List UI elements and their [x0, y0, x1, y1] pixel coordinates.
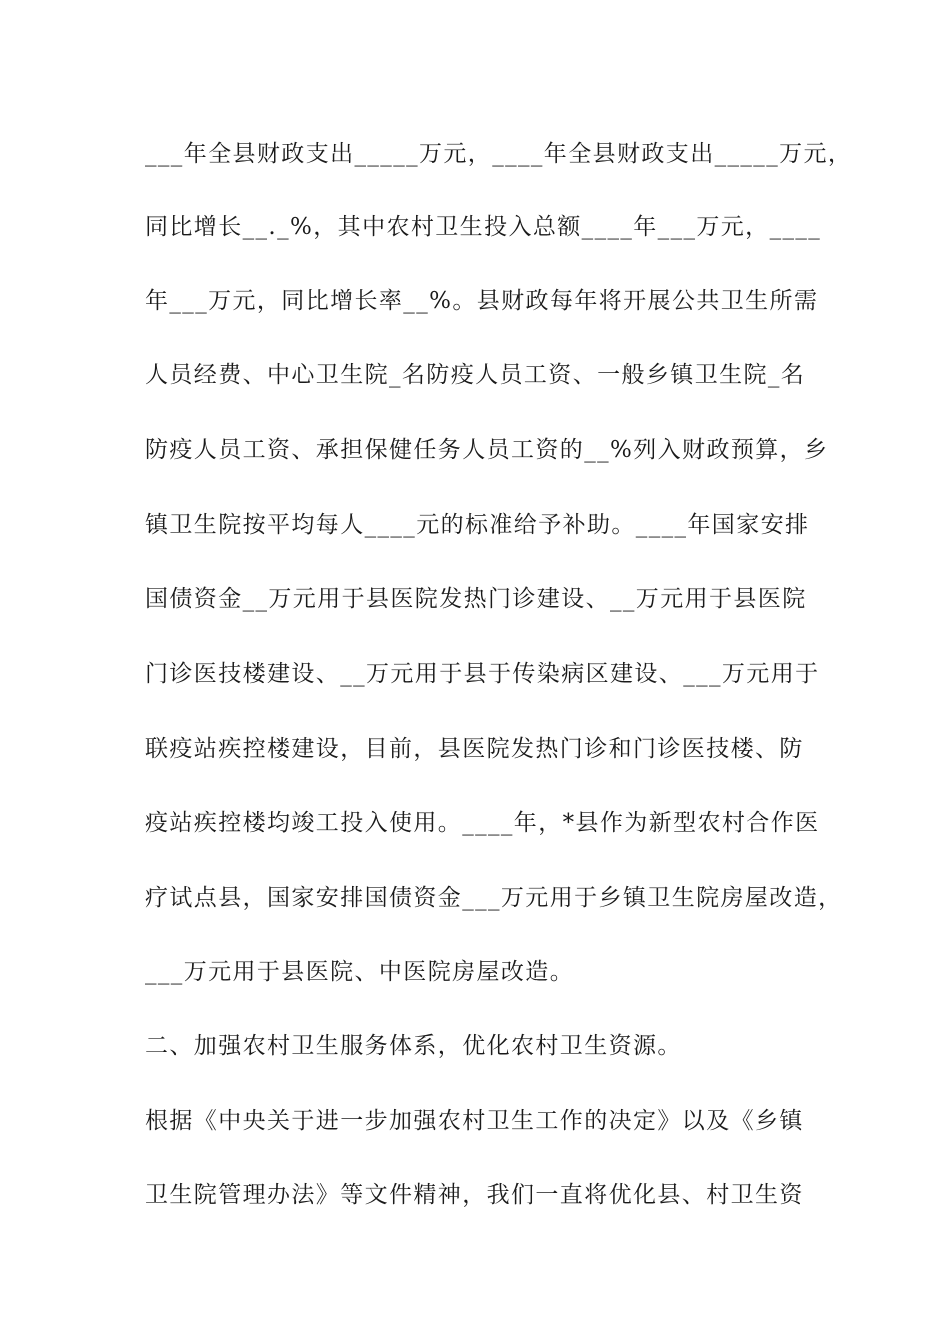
paragraph-line: 根据《中央关于进一步加强农村卫生工作的决定》以及《乡镇 — [145, 1108, 804, 1134]
paragraph-line: 年___万元，同比增长率__%。县财政每年将开展公共卫生所需 — [145, 288, 819, 314]
paragraph-line: 镇卫生院按平均每人____元的标准给予补助。____年国家安排 — [145, 512, 810, 538]
section-heading: 二、加强农村卫生服务体系，优化农村卫生资源。 — [145, 1033, 682, 1059]
paragraph-line: 人员经费、中心卫生院_名防疫人员工资、一般乡镇卫生院_名 — [145, 362, 806, 388]
paragraph-line: 联疫站疾控楼建设，目前，县医院发热门诊和门诊医技楼、防 — [145, 736, 804, 762]
paragraph-line: 同比增长__._%，其中农村卫生投入总额____年___万元，____ — [145, 214, 822, 240]
paragraph-line: 门诊医技楼建设、__万元用于县于传染病区建设、___万元用于 — [145, 661, 820, 687]
paragraph-line: 疫站疾控楼均竣工投入使用。____年，*县作为新型农村合作医 — [145, 810, 820, 836]
paragraph-line: 国债资金__万元用于县医院发热门诊建设、__万元用于县医院 — [145, 586, 807, 612]
paragraph-line: 疗试点县，国家安排国债资金___万元用于乡镇卫生院房屋改造， — [145, 885, 843, 911]
paragraph-line: 卫生院管理办法》等文件精神，我们一直将优化县、村卫生资 — [145, 1182, 804, 1208]
paragraph-line: 防疫人员工资、承担保健任务人员工资的__%列入财政预算，乡 — [145, 437, 829, 463]
paragraph-line: ___万元用于县医院、中医院房屋改造。 — [145, 959, 575, 985]
paragraph-line: ___年全县财政支出_____万元，____年全县财政支出_____万元， — [145, 141, 853, 167]
